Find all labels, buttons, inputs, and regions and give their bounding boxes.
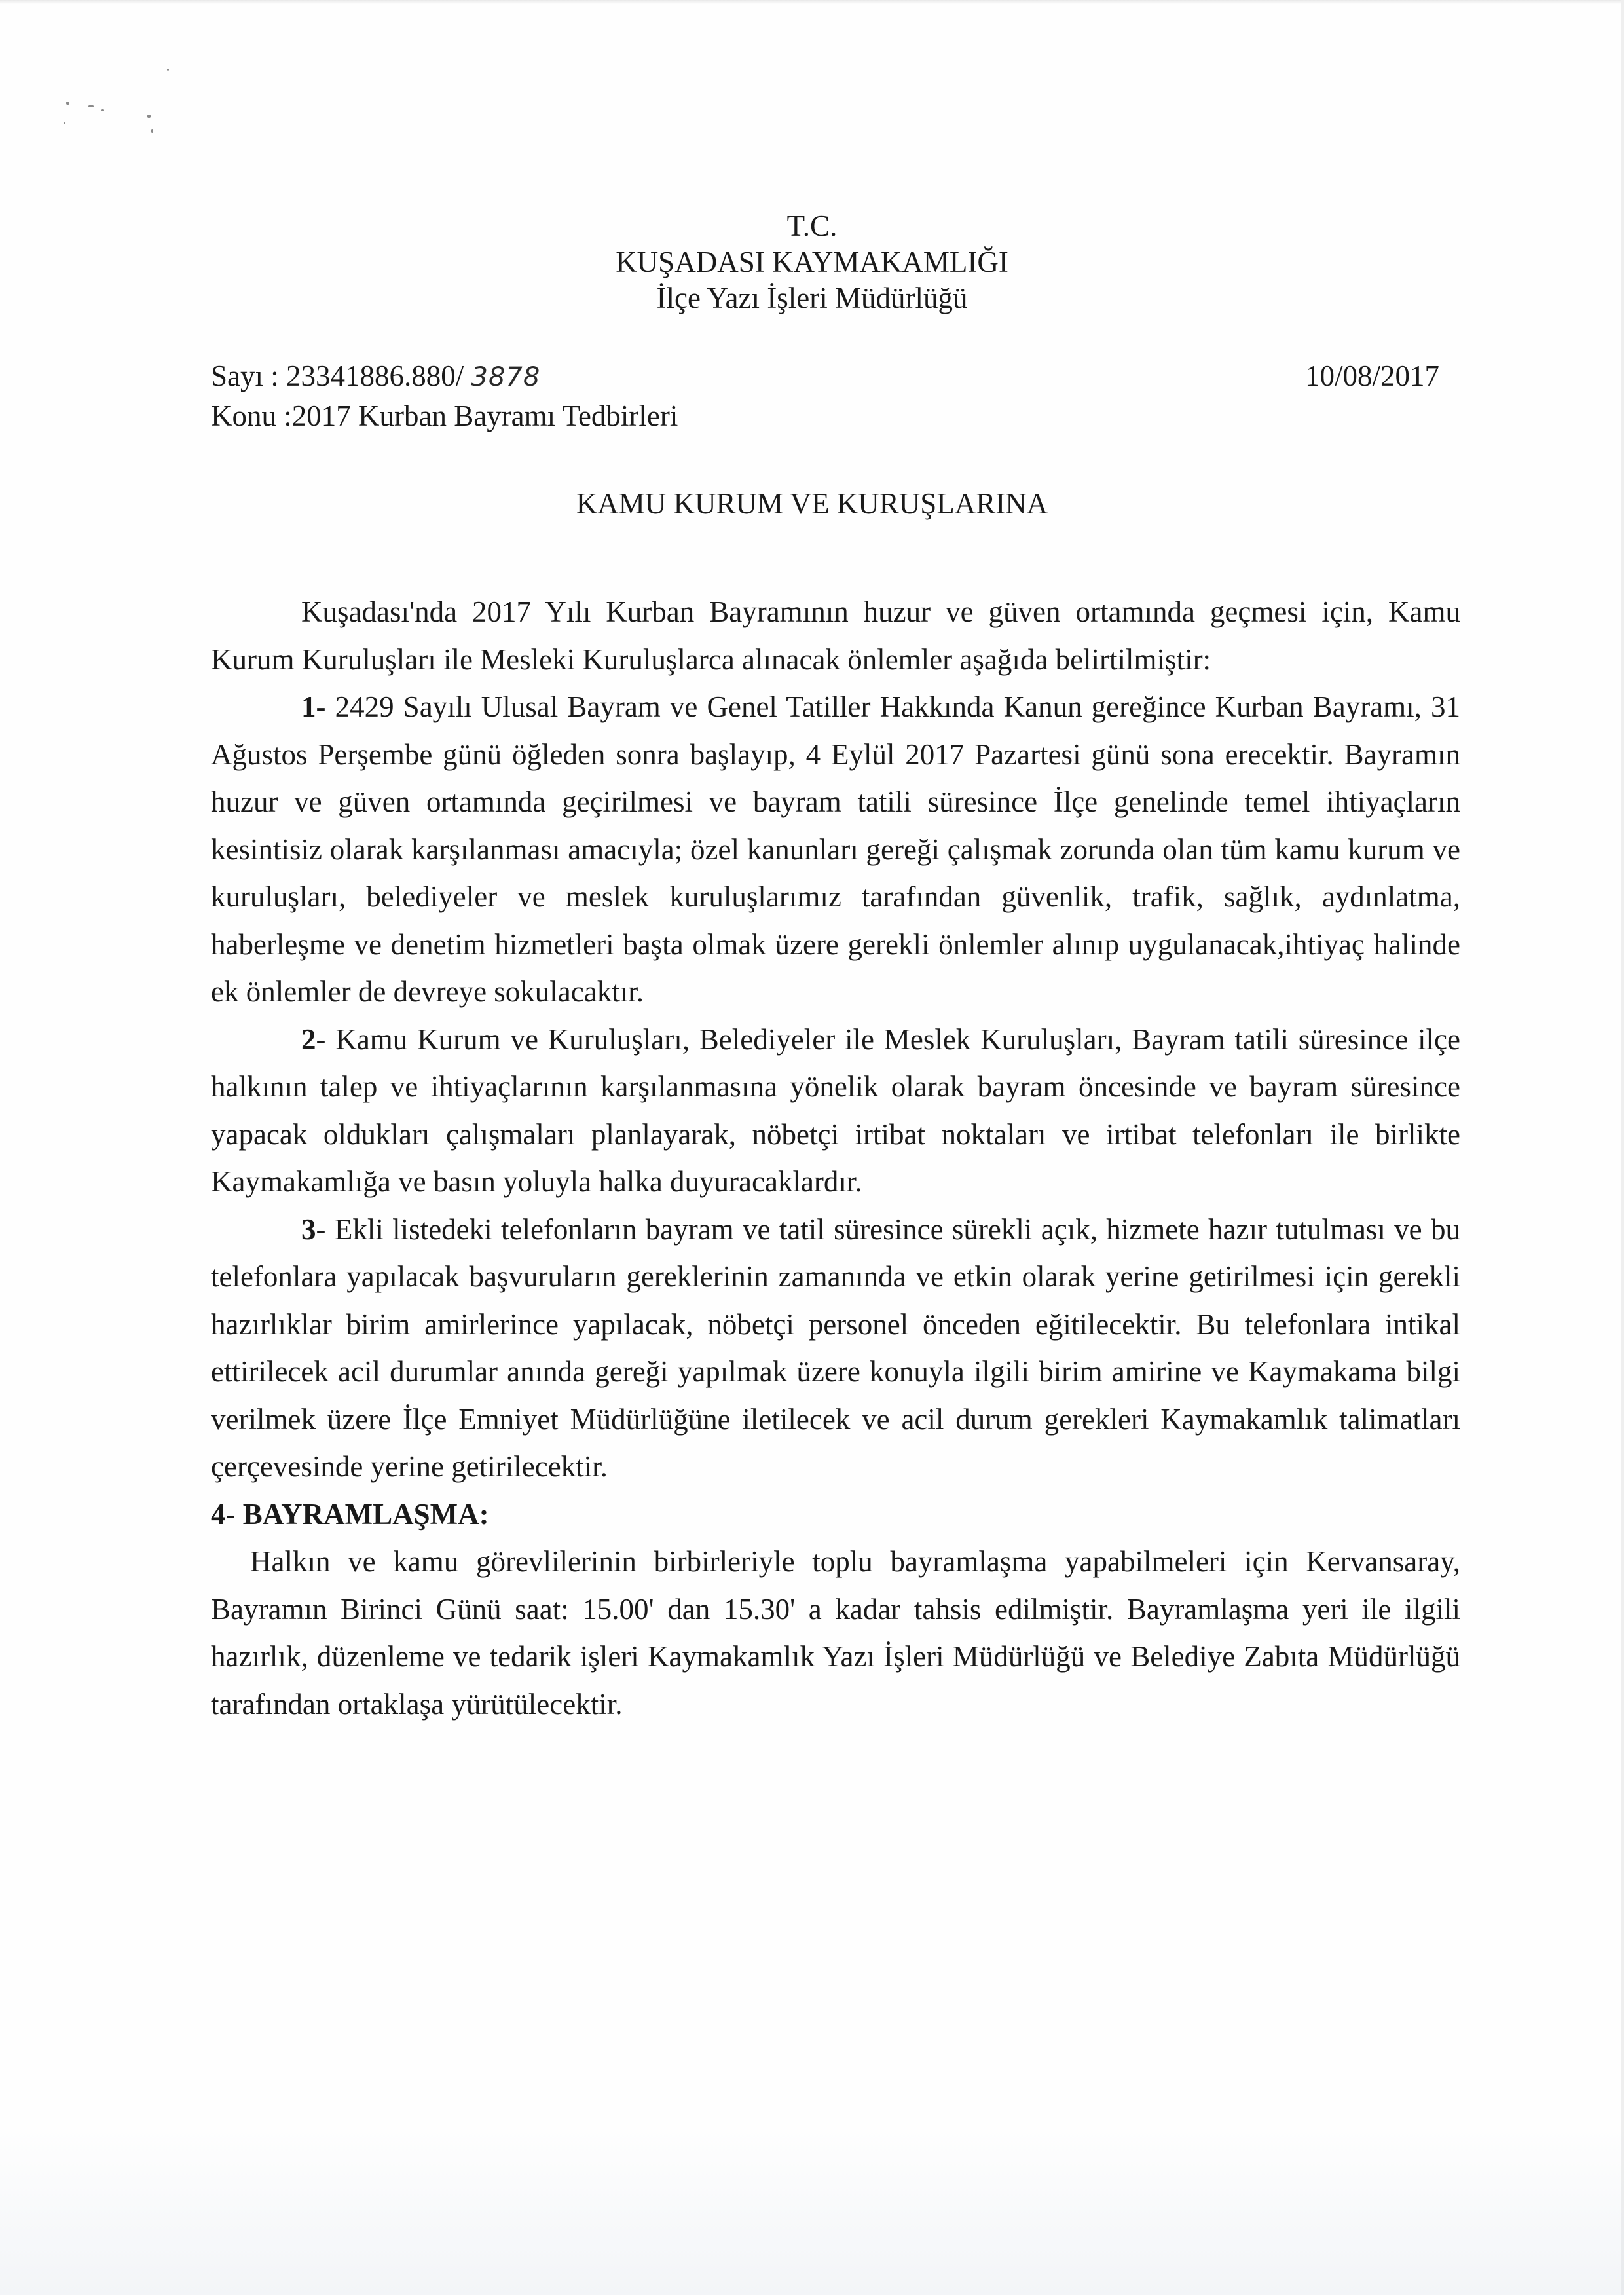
letterhead-office: KUŞADASI KAYMAKAMLIĞI (616, 246, 1008, 278)
addressee: KAMU KURUM VE KURUŞLARINA (576, 487, 1048, 520)
item-1-number: 1- (301, 690, 326, 723)
intro-paragraph: Kuşadası'nda 2017 Yılı Kurban Bayramının huzur ve güven ortamında geçmesi için, Kamu Kurum Kuruluşları ile Mesleki Kuruluşlarca alınacak önlemler aşağıda belirtilmiştir: (211, 595, 1460, 676)
letterhead-department: İlçe Yazı İşleri Müdürlüğü (656, 282, 968, 314)
reference-number (211, 358, 540, 396)
item-2-number: 2- (301, 1022, 326, 1056)
handwritten-reference: 3878 (471, 362, 541, 392)
scan-edge-right (1621, 0, 1624, 2295)
item-2-paragraph (211, 1016, 1460, 1206)
scan-edge-top (0, 0, 1624, 4)
scan-specks (62, 82, 180, 147)
item-3-number: 3- (301, 1212, 326, 1246)
reference-label: Sayı : 23341886.880/ (211, 360, 471, 392)
section-4-paragraph: Halkın ve kamu görevlilerinin birbirleriyle toplu bayramlaşma yapabilmeleri için Kervansaray, Bayramın Birinci Günü saat: 15.00' dan 15.30' a kadar tahsis edilmiştir. Bayramlaşma yeri ile ilgili hazırlık, düzenleme ve tedarik işleri Kaymakamlık Yazı İşleri Müdürlüğü ve Belediye Zabıta Müdürlüğü tarafından ortaklaşa yürütülecektir. (211, 1545, 1460, 1721)
item-1-paragraph (211, 683, 1460, 1016)
document-date: 10/08/2017 (1304, 360, 1439, 392)
document-subject: Konu :2017 Kurban Bayramı Tedbirleri (211, 400, 678, 432)
item-3-paragraph (211, 1206, 1460, 1491)
item-3-text: Ekli listedeki telefonların bayram ve tatil süresince sürekli açık, hizmete hazır tutulması ve bu telefonlara yapılacak başvuruların gereklerinin zamanında ve etkin olarak yerine getirilmesi için gerekli hazırlıklar birim amirlerince yapılacak, nöbetçi personel önceden eğitilecektir. Bu telefonlara intikal ettirilecek acil durumlar anında gereği yapılmak üzere konuyla ilgili birim amirine ve Kaymakama bilgi verilmek üzere İlçe Emniyet Müdürlüğüne iletilecek ve acil durum gerekleri Kaymakamlık talimatları çerçevesinde yerine getirilecektir. (211, 1212, 1460, 1483)
document-body (211, 588, 1460, 1728)
item-1-text: 2429 Sayılı Ulusal Bayram ve Genel Tatiller Hakkında Kanun gereğince Kurban Bayramı, 31 Ağustos Perşembe günü öğleden sonra başlayıp, 4 Eylül 2017 Pazartesi günü sona erecektir. Bayramın huzur ve güven ortamında geçirilmesi ve bayram tatili süresince İlçe genelinde temel ihtiyaçların kesintisiz olarak karşılanması amacıyla; özel kanunları gereği çalışmak zorunda olan tüm kamu kurum ve kuruluşları, belediyeler ve meslek kuruluşlarımız tarafından güvenlik, trafik, sağlık, aydınlatma, haberleşme ve denetim hizmetleri başta olmak üzere gerekli önlemler alınıp uygulanacak,ihtiyaç halinde ek önlemler de devreye sokulacaktır. (211, 690, 1460, 1008)
letterhead-country: T.C. (786, 210, 838, 242)
item-2-text: Kamu Kurum ve Kuruluşları, Belediyeler ile Meslek Kuruluşları, Bayram tatili süresince ilçe halkının talep ve ihtiyaçlarının karşılanmasına yönelik olarak bayram öncesinde ve bayram süresince yapacak oldukları çalışmaları planlayarak, nöbetçi irtibat noktaları ve irtibat telefonları ile birlikte Kaymakamlığa ve basın yoluyla halka duyuracaklardır. (211, 1022, 1460, 1198)
scan-edge-bottom (0, 2125, 1624, 2295)
letterhead (0, 208, 1624, 316)
section-4-heading: 4- BAYRAMLAŞMA: (211, 1497, 489, 1531)
